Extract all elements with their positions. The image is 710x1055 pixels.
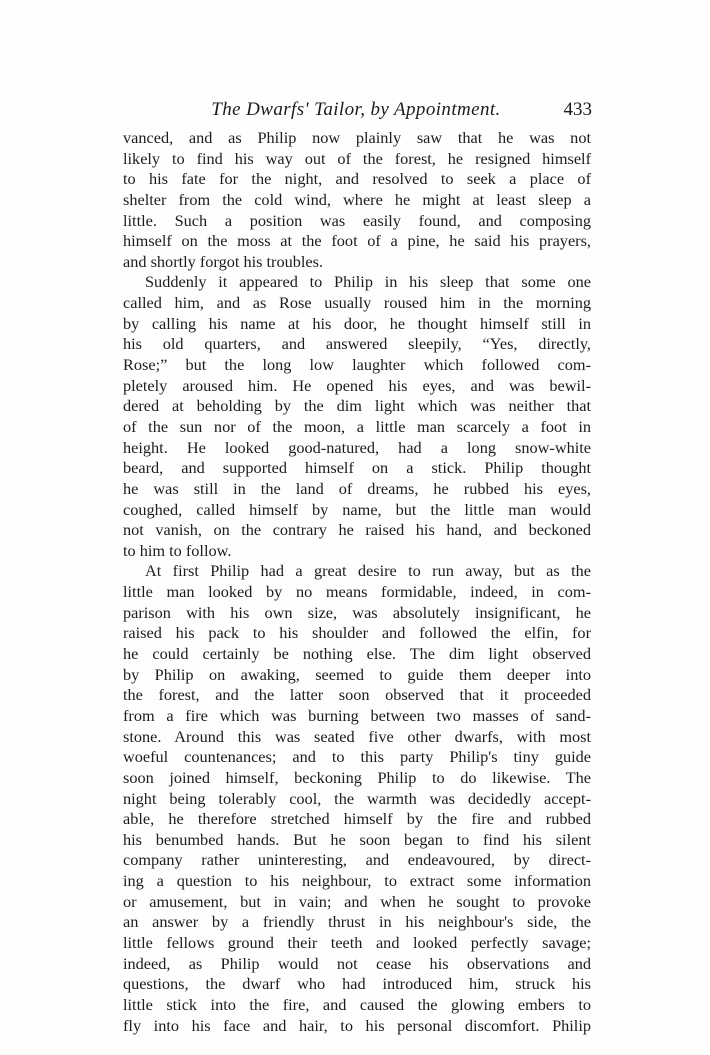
text-line: coughed, called himself by name, but the little man would — [123, 499, 591, 519]
text-line: he could certainly be nothing else. The dim light observed — [123, 644, 591, 664]
body-text — [123, 128, 591, 1036]
text-line: little stick into the fire, and caused the glowing embers to — [123, 994, 591, 1014]
text-line: and shortly forgot his troubles. — [123, 251, 324, 271]
text-line: by calling his name at his door, he thought himself still in — [123, 313, 591, 333]
text-line: fly into his face and hair, to his personal discomfort. Philip — [123, 1015, 591, 1035]
text-line: vanced, and as Philip now plainly saw that he was not — [123, 128, 591, 147]
text-line: company rather uninteresting, and endeavoured, by direct- — [123, 850, 591, 870]
text-line: his benumbed hands. But he soon began to find his silent — [123, 829, 591, 849]
text-line: the forest, and the latter soon observed that it proceeded — [123, 685, 591, 705]
text-line: woeful countenances; and to this party Philip's tiny guide — [123, 747, 591, 767]
text-line: shelter from the cold wind, where he might at least sleep a — [123, 189, 591, 209]
text-line: Suddenly it appeared to Philip in his sleep that some one — [145, 272, 591, 292]
text-line: pletely aroused him. He opened his eyes, and was bewil- — [123, 375, 591, 395]
text-line: Rose;” but the long low laughter which followed com- — [123, 355, 591, 375]
text-line: to him to follow. — [123, 540, 232, 560]
running-head — [120, 99, 592, 125]
text-line: height. He looked good-natured, had a long snow-white — [123, 437, 591, 457]
text-line: soon joined himself, beckoning Philip to do likewise. The — [123, 767, 591, 787]
text-line: his old quarters, and answered sleepily, “Yes, directly, — [123, 334, 591, 354]
text-line: able, he therefore stretched himself by the fire and rubbed — [123, 809, 591, 829]
running-title: The Dwarfs' Tailor, by Appointment. — [211, 99, 501, 120]
text-line: by Philip on awaking, seemed to guide them deeper into — [123, 664, 591, 684]
text-line: from a fire which was burning between two masses of sand- — [123, 705, 591, 725]
text-line: not vanish, on the contrary he raised his hand, and beckoned — [123, 520, 591, 540]
text-line: an answer by a friendly thrust in his neighbour's side, the — [123, 912, 591, 932]
page-number: 433 — [563, 99, 592, 120]
text-line: raised his pack to his shoulder and followed the elfin, for — [123, 623, 591, 643]
text-line: indeed, as Philip would not cease his observations and — [123, 953, 591, 973]
text-line: called him, and as Rose usually roused him in the morning — [123, 293, 591, 313]
text-line: At first Philip had a great desire to run away, but as the — [145, 561, 591, 581]
text-line: likely to find his way out of the forest, he resigned himself — [123, 148, 591, 168]
text-line: to his fate for the night, and resolved to seek a place of — [123, 169, 591, 189]
text-line: or amusement, but in vain; and when he sought to provoke — [123, 891, 591, 911]
text-line: stone. Around this was seated five other dwarfs, with most — [123, 726, 591, 746]
text-line: of the sun nor of the moon, a little man scarcely a foot in — [123, 416, 591, 436]
text-line: parison with his own size, was absolutely insignificant, he — [123, 602, 591, 622]
text-line: ing a question to his neighbour, to extract some information — [123, 871, 591, 891]
text-line: himself on the moss at the foot of a pine, he said his prayers, — [123, 231, 591, 251]
text-line: little fellows ground their teeth and looked perfectly savage; — [123, 932, 591, 952]
text-line: dered at beholding by the dim light which was neither that — [123, 396, 591, 416]
text-line: little. Such a position was easily found, and composing — [123, 210, 591, 230]
text-line: night being tolerably cool, the warmth was decidedly accept- — [123, 788, 591, 808]
text-line: beard, and supported himself on a stick. Philip thought — [123, 458, 591, 478]
text-line: little man looked by no means formidable, indeed, in com- — [123, 582, 591, 602]
text-line: questions, the dwarf who had introduced him, struck his — [123, 974, 591, 994]
text-line: he was still in the land of dreams, he rubbed his eyes, — [123, 478, 591, 498]
